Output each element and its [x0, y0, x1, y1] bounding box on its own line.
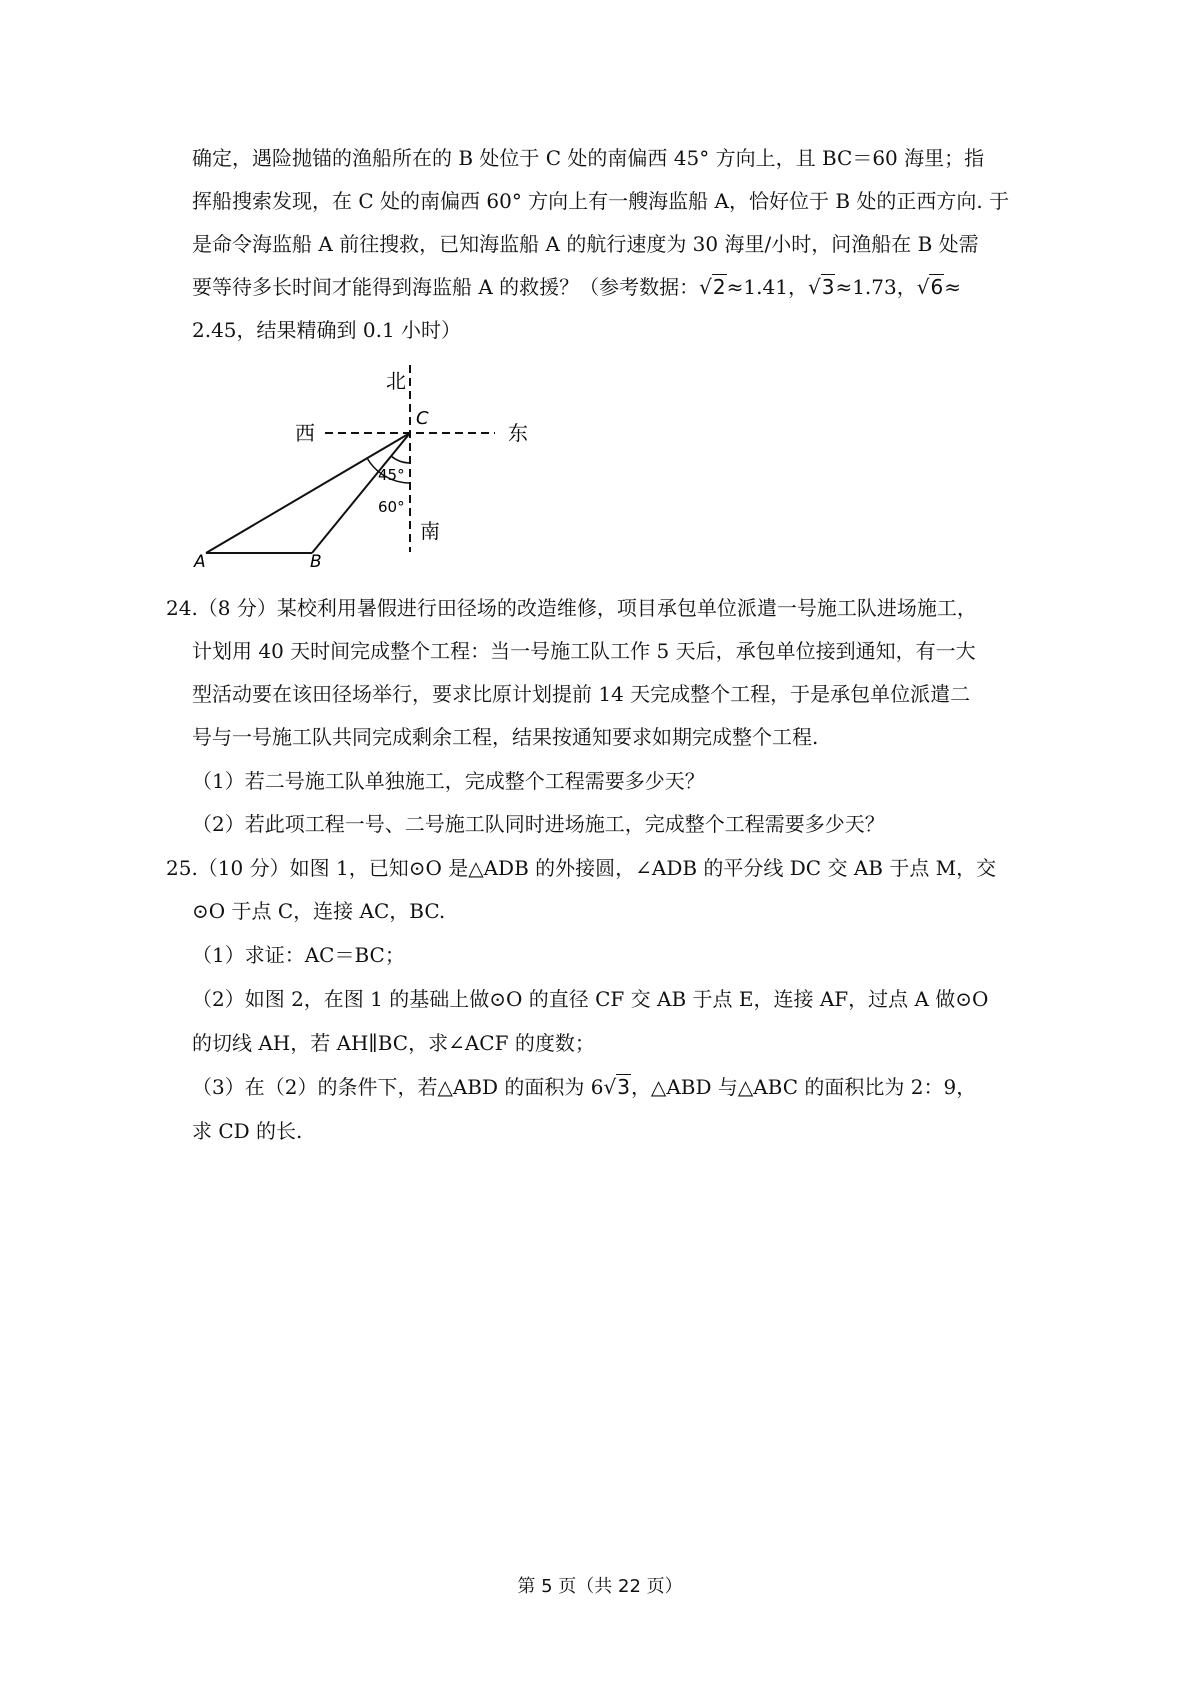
p23-line-1: 确定，遇险抛锚的渔船所在的 B 处位于 C 处的南偏西 45° 方向上，且 BC＝60 海里；指 [192, 146, 985, 170]
p23-line-4 [192, 273, 961, 301]
p25-question-3-line-1 [192, 1073, 976, 1101]
sqrt2-icon: √2 [699, 275, 726, 299]
p25-q3-pre: （3）在（2）的条件下，若△ABD 的面积为 6 [192, 1075, 604, 1099]
sqrt3-icon: √3 [807, 275, 835, 299]
p25-line-1: 25.（10 分）如图 1，已知⊙O 是△ADB 的外接圆，∠ADB 的平分线 DC 交 AB 于点 M，交 [166, 856, 997, 880]
label-east: 东 [508, 421, 528, 445]
p24-question-2: （2）若此项工程一号、二号施工队同时进场施工，完成整个工程需要多少天？ [192, 812, 885, 836]
sqrt6-value: ≈ [944, 275, 961, 299]
angle-45-arc [391, 456, 410, 463]
page-footer: 第 5 页（共 22 页） [517, 1576, 683, 1597]
p24-line-3: 型活动要在该田径场举行，要求比原计划提前 14 天完成整个工程，于是承包单位派遣二 [192, 682, 971, 706]
sqrt3-area-icon: √3 [603, 1075, 630, 1099]
sqrt3-area-radicand: 3 [617, 1075, 630, 1099]
sqrt3-radicand: 3 [821, 275, 835, 299]
p24-line-2: 计划用 40 天时间完成整个工程：当一号施工队工作 5 天后，承包单位接到通知，有一大 [192, 639, 976, 663]
compass-diagram [190, 360, 550, 620]
p25-question-2-line-2: 的切线 AH，若 AH∥BC，求∠ACF 的度数； [192, 1031, 595, 1055]
segment-cb [312, 433, 410, 553]
p24-line-4: 号与一号施工队共同完成剩余工程，结果按通知要求如期完成整个工程. [192, 725, 819, 749]
compass-figure [190, 360, 550, 620]
p24-line-1: 24.（8 分）某校利用暑假进行田径场的改造维修，项目承包单位派遣一号施工队进场施工， [166, 596, 977, 620]
angle-45-label: 45° [378, 466, 405, 484]
p25-line-2: ⊙O 于点 C，连接 AC，BC. [192, 899, 446, 923]
sqrt3-value: ≈1.73， [835, 275, 917, 299]
angle-60-label: 60° [378, 498, 405, 516]
sqrt6-radicand: 6 [930, 275, 944, 299]
sqrt6-icon: √6 [916, 275, 944, 299]
p23-line-4-text: 要等待多长时间才能得到海监船 A 的救援？（参考数据： [192, 275, 700, 299]
point-a-label: A [194, 552, 206, 572]
p25-question-2-line-1: （2）如图 2，在图 1 的基础上做⊙O 的直径 CF 交 AB 于点 E，连接 AF，过点 A 做⊙O [192, 987, 989, 1011]
p23-line-2: 挥船搜索发现，在 C 处的南偏西 60° 方向上有一艘海监船 A，恰好位于 B 处的正西方向. 于 [192, 189, 1010, 213]
p23-line-5: 2.45，结果精确到 0.1 小时） [192, 318, 462, 342]
point-b-label: B [310, 552, 322, 572]
segment-ca [206, 433, 410, 553]
p25-question-1: （1）求证：AC＝BC； [192, 943, 405, 967]
label-north: 北 [386, 369, 406, 393]
p24-question-1: （1）若二号施工队单独施工，完成整个工程需要多少天？ [192, 769, 705, 793]
sqrt2-value: ≈1.41， [726, 275, 808, 299]
p25-question-3-line-2: 求 CD 的长. [192, 1119, 303, 1143]
point-c-label: C [416, 408, 429, 429]
sqrt2-radicand: 2 [712, 275, 726, 299]
label-south: 南 [420, 519, 440, 543]
label-west: 西 [295, 421, 315, 445]
p25-q3-post: ，△ABD 与△ABC 的面积比为 2：9， [630, 1075, 977, 1099]
p23-line-3: 是命令海监船 A 前往搜救，已知海监船 A 的航行速度为 30 海里/小时，问渔船在 B 处需 [192, 232, 979, 256]
